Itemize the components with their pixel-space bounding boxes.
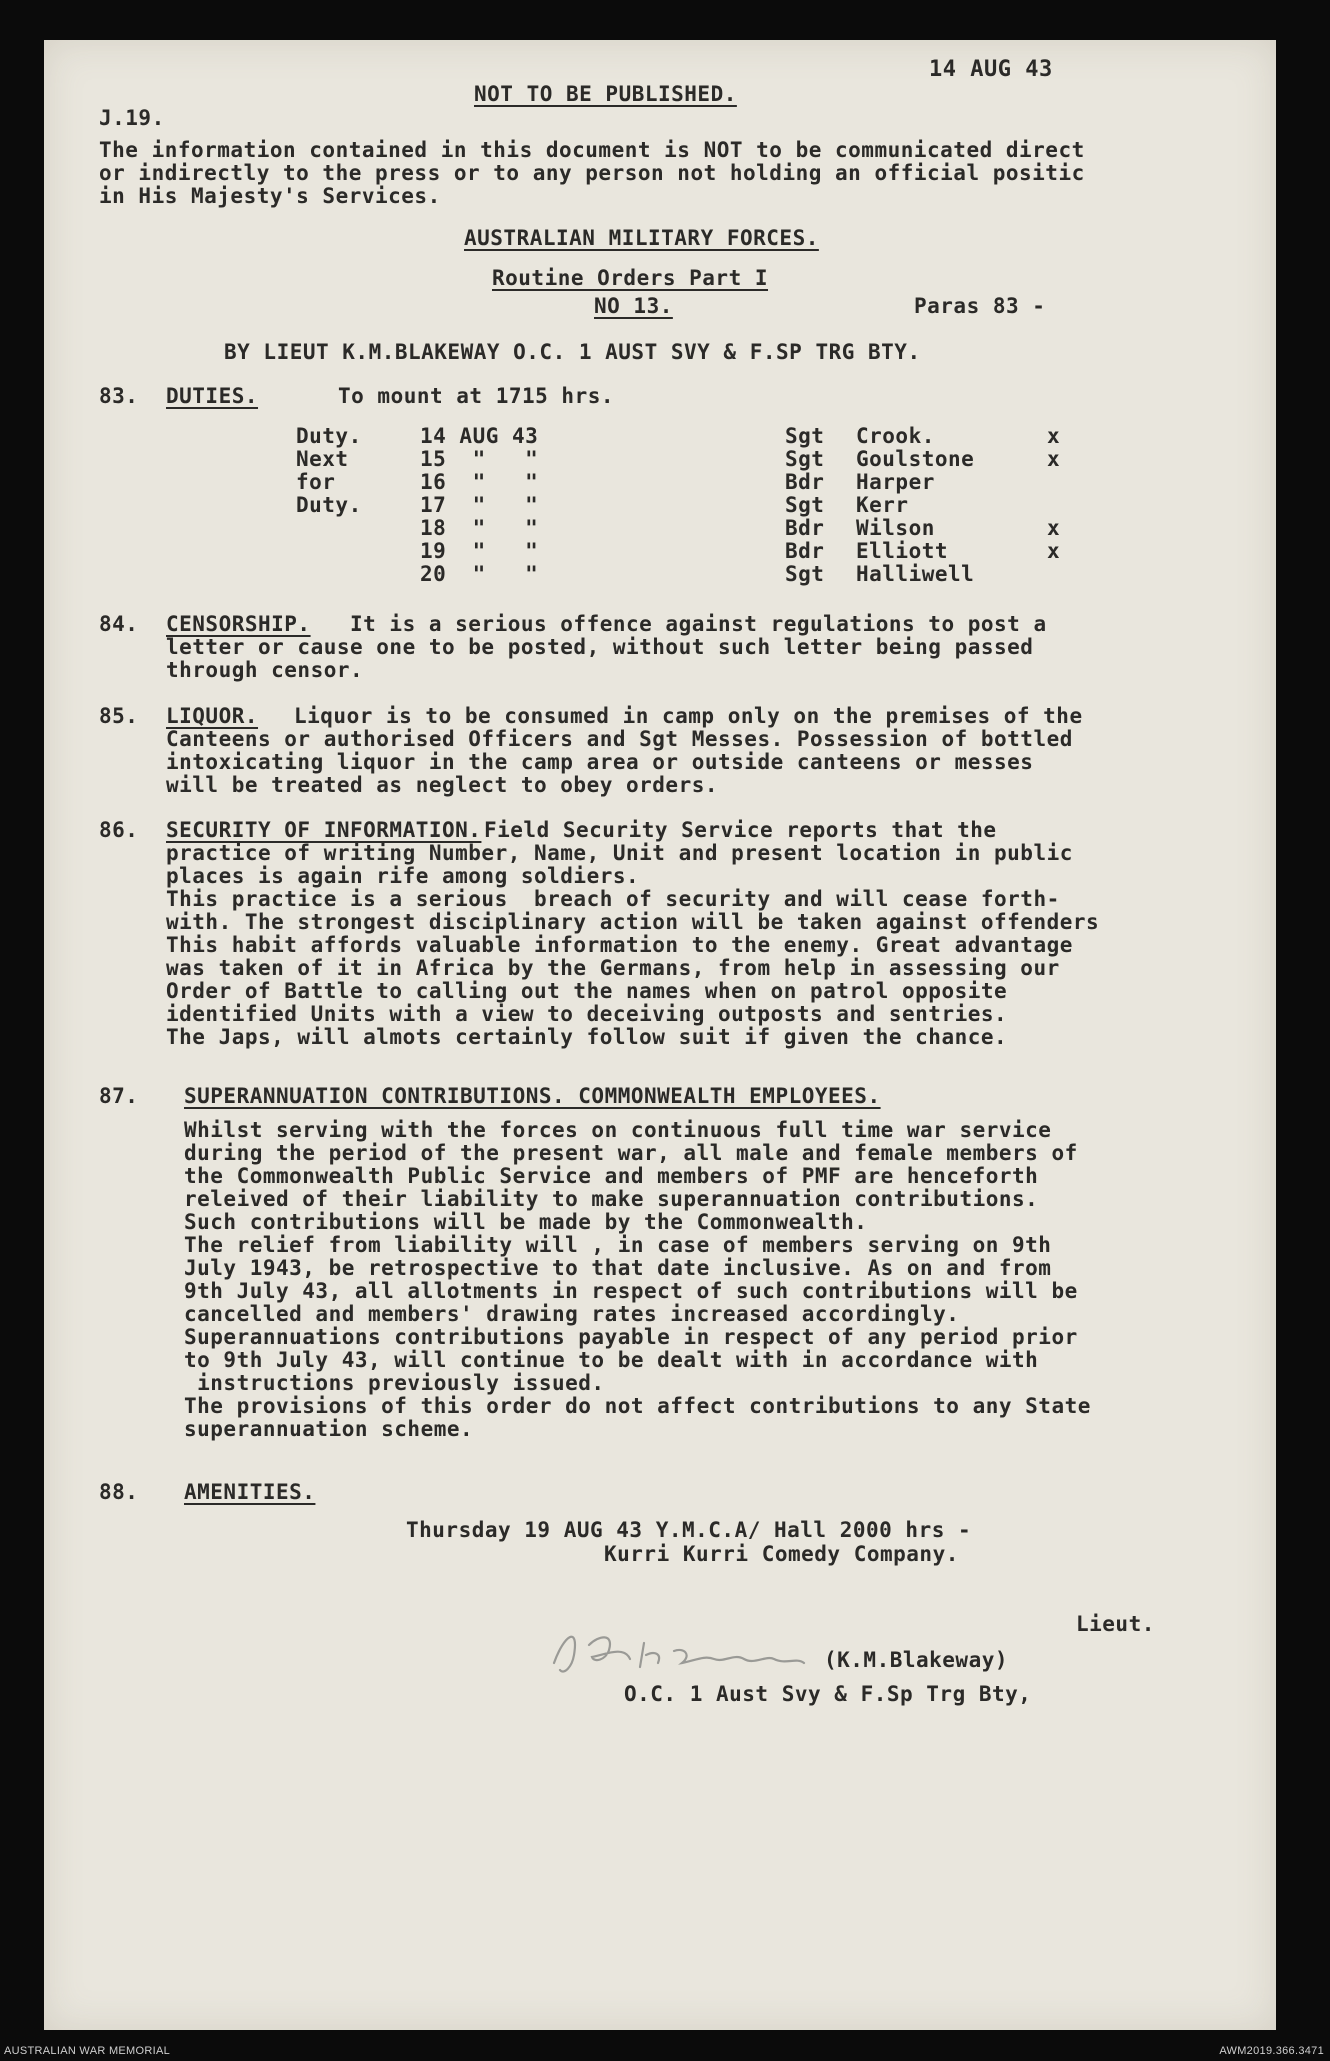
signatory-rank: Lieut. (1076, 1612, 1155, 1636)
footer-accession: AWM2019.366.3471 (1219, 2045, 1324, 2057)
force-heading: AUSTRALIAN MILITARY FORCES. (464, 226, 819, 250)
para-text: 9th July 43, all allotments in respect of such contributions will be (184, 1279, 1078, 1303)
para-title-security: SECURITY OF INFORMATION. (166, 818, 482, 842)
para-text: identified Units with a view to deceiving outposts and sentries. (166, 1002, 1008, 1026)
para-number: 85. (99, 704, 139, 728)
para-text: This habit affords valuable information to the enemy. Great advantage (166, 933, 1073, 957)
reference-code: J.19. (99, 106, 165, 130)
para-number: 88. (99, 1480, 139, 1504)
para-text: instructions previously issued. (184, 1371, 605, 1395)
paras-range: Paras 83 - (914, 294, 1046, 318)
para-number: 87. (99, 1084, 139, 1108)
document-page (44, 40, 1276, 2030)
para-text: The provisions of this order do not affect contributions to any State (184, 1394, 1091, 1418)
para-title-liquor: LIQUOR. (166, 704, 259, 728)
para-text: will be treated as neglect to obey orders. (166, 773, 719, 797)
duty-side-label: Next (296, 447, 349, 471)
duty-side-label: Duty. (296, 493, 362, 517)
para-text: letter or cause one to be posted, without such letter being passed (166, 635, 1034, 659)
para-number: 86. (99, 818, 139, 842)
duty-name: Elliott (856, 539, 949, 563)
para-text: places is again rife among soldiers. (166, 864, 640, 888)
duty-rank: Sgt (785, 493, 825, 517)
handwritten-signature (534, 1615, 864, 1685)
para-text: Order of Battle to calling out the names when on patrol opposite (166, 979, 1008, 1003)
footer-source: AUSTRALIAN WAR MEMORIAL (4, 2045, 171, 2057)
duty-name: Harper (856, 470, 935, 494)
para-text: The Japs, will almots certainly follow suit if given the chance. (166, 1025, 1008, 1049)
duty-mark: x (1047, 539, 1061, 563)
duty-rank: Bdr (785, 516, 825, 540)
duty-name: Wilson (856, 516, 935, 540)
para-text: during the period of the present war, all male and female members of (184, 1141, 1078, 1165)
duty-rank: Sgt (785, 447, 825, 471)
para-title-amenities: AMENITIES. (184, 1480, 316, 1504)
para-text: Field Security Service reports that the (484, 818, 997, 842)
para-text: with. The strongest disciplinary action will be taken against offenders (166, 910, 1100, 934)
para-title-superannuation: SUPERANNUATION CONTRIBUTIONS. COMMONWEALTH EMPLOYEES. (184, 1084, 881, 1108)
para-text: cancelled and members' drawing rates increased accordingly. (184, 1302, 960, 1326)
duty-name: Crook. (856, 424, 935, 448)
para-text: releived of their liability to make superannuation contributions. (184, 1187, 1039, 1211)
notice-line: or indirectly to the press or to any person not holding an official positic (99, 161, 1085, 185)
para-number: 84. (99, 612, 139, 636)
duty-rank: Bdr (785, 470, 825, 494)
para-text: Canteens or authorised Officers and Sgt Messes. Possession of bottled (166, 727, 1073, 751)
duty-rank: Sgt (785, 424, 825, 448)
duty-date: 14 AUG 43 (420, 424, 539, 448)
restriction-heading: NOT TO BE PUBLISHED. (474, 82, 737, 106)
duty-date: 18 " " (420, 516, 539, 540)
duty-mark: x (1047, 424, 1061, 448)
notice-line: in His Majesty's Services. (99, 184, 441, 208)
para-text: This practice is a serious breach of security and will cease forth- (166, 887, 1060, 911)
notice-line: The information contained in this document is NOT to be communicated direct (99, 138, 1085, 162)
para-text: It is a serious offence against regulations to post a (350, 612, 1047, 636)
duty-date: 15 " " (420, 447, 539, 471)
signatory-name: (K.M.Blakeway) (824, 1648, 1009, 1672)
para-text: July 1943, be retrospective to that date inclusive. As on and from (184, 1256, 1052, 1280)
para-text: through censor. (166, 658, 364, 682)
para-title-censorship: CENSORSHIP. (166, 612, 311, 636)
para-text: superannuation scheme. (184, 1417, 474, 1441)
duty-date: 16 " " (420, 470, 539, 494)
para-text: the Commonwealth Public Service and members of PMF are henceforth (184, 1164, 1039, 1188)
duty-name: Kerr (856, 493, 909, 517)
duty-side-label: for (296, 470, 336, 494)
duty-date: 20 " " (420, 562, 539, 586)
para-number: 83. (99, 384, 139, 408)
para-title-duties: DUTIES. (166, 384, 259, 408)
para-text: Liquor is to be consumed in camp only on the premises of the (294, 704, 1083, 728)
duty-name: Halliwell (856, 562, 975, 586)
para-text: practice of writing Number, Name, Unit and present location in public (166, 841, 1073, 865)
duties-intro: To mount at 1715 hrs. (338, 384, 615, 408)
document-date: 14 AUG 43 (929, 57, 1053, 82)
duty-mark: x (1047, 447, 1061, 471)
series-heading: Routine Orders Part I (492, 266, 769, 290)
duty-date: 17 " " (420, 493, 539, 517)
amenities-event: Thursday 19 AUG 43 Y.M.C.A/ Hall 2000 hrs - (406, 1518, 972, 1542)
amenities-company: Kurri Kurri Comedy Company. (604, 1542, 959, 1566)
duty-rank: Sgt (785, 562, 825, 586)
para-text: The relief from liability will , in case of members serving on 9th (184, 1233, 1052, 1257)
para-text: Whilst serving with the forces on continuous full time war service (184, 1118, 1052, 1142)
by-line: BY LIEUT K.M.BLAKEWAY O.C. 1 AUST SVY & F.SP TRG BTY. (224, 340, 921, 364)
duty-mark: x (1047, 516, 1061, 540)
duty-name: Goulstone (856, 447, 975, 471)
para-text: to 9th July 43, will continue to be dealt with in accordance with (184, 1348, 1039, 1372)
para-text: Such contributions will be made by the Commonwealth. (184, 1210, 868, 1234)
duty-date: 19 " " (420, 539, 539, 563)
para-text: was taken of it in Africa by the Germans, from help in assessing our (166, 956, 1060, 980)
para-text: intoxicating liquor in the camp area or outside canteens or messes (166, 750, 1034, 774)
signatory-unit: O.C. 1 Aust Svy & F.Sp Trg Bty, (624, 1682, 1032, 1706)
para-text: Superannuations contributions payable in respect of any period prior (184, 1325, 1078, 1349)
duty-side-label: Duty. (296, 424, 362, 448)
order-number: NO 13. (594, 294, 673, 318)
duty-rank: Bdr (785, 539, 825, 563)
